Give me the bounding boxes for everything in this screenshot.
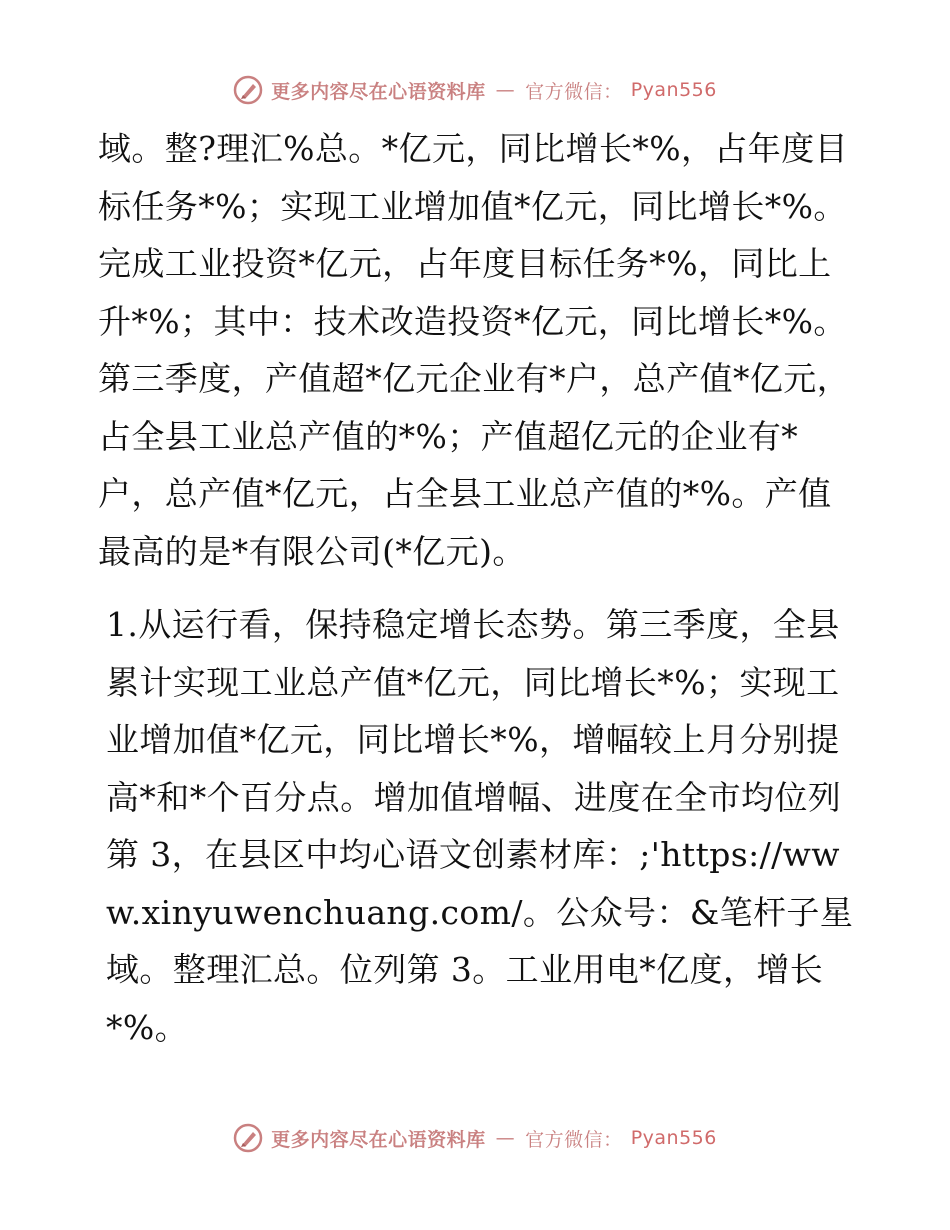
footer-watermark: [0, 1118, 950, 1158]
header-watermark: [0, 70, 950, 110]
watermark-wechat-id: Pyan556: [630, 79, 717, 101]
pen-logo-icon: [233, 1123, 263, 1153]
watermark-label: 更多内容尽在心语资料库: [271, 80, 486, 103]
watermark-wechat-id: Pyan556: [630, 1127, 717, 1149]
watermark-wechat-label: 官方微信：: [525, 80, 623, 103]
paragraph-2: 1.从运行看，保持稳定增长态势。第三季度，全县累计实现工业总产值*亿元，同比增长*%；实现工业增加值*亿元，同比增长*%，增幅较上月分别提高*和*个百分点。增加值增幅、进度在全市均位列第 3，在县区中均心语文创素材库：;'https://www.xinyuwenchuang.com/。公众号：&笔杆子星域。整理汇总。位列第 3。工业用电*亿度，增长*%。: [106, 605, 854, 1047]
watermark-dash: —: [495, 1127, 516, 1149]
watermark-wechat-label: 官方微信：: [525, 1128, 623, 1151]
pen-logo-icon: [233, 75, 263, 105]
watermark-label: 更多内容尽在心语资料库: [271, 1128, 486, 1151]
watermark-dash: —: [495, 79, 516, 101]
paragraph-1: 域。整?理汇%总。*亿元，同比增长*%，占年度目标任务*%；实现工业增加值*亿元，同比增长*%。完成工业投资*亿元，占年度目标任务*%，同比上升*%；其中：技术改造投资*亿元，同比增长*%。第三季度，产值超*亿元企业有*户，总产值*亿元，占全县工业总产值的*%；产值超亿元的企业有*户，总产值*亿元，占全县工业总产值的*%。产值最高的是*有限公司(*亿元)。: [98, 129, 851, 571]
document-body: [98, 120, 858, 1056]
